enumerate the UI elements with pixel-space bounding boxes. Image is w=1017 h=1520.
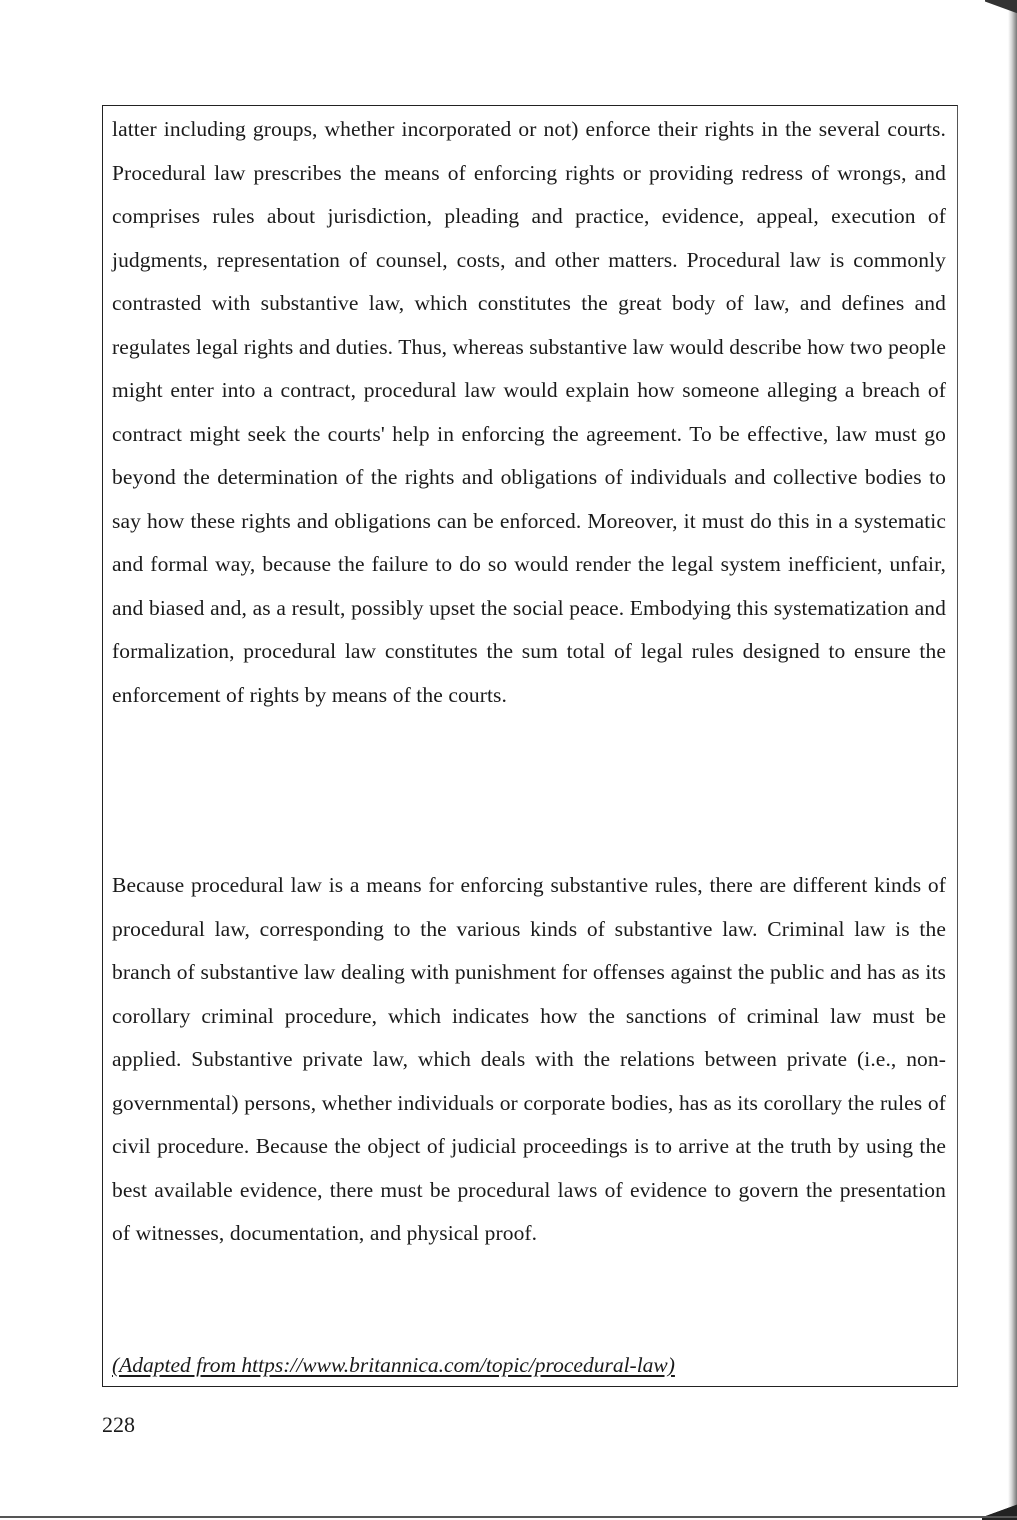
paragraph-procedural-law-definition: latter including groups, whether incorporated or not) enforce their rights in the several courts. Procedural law prescribes the means of enforcing rights or providing redress of wrongs, and comprises rules about jurisdiction, pleading and practice, evidence, appeal, execution of judgments, representation of counsel, costs, and other matters. Procedural law is commonly contrasted with substantive law, which constitutes the great body of law, and defines and regulates legal rights and duties. Thus, whereas substantive law would describe how two people might enter into a contract, procedural law would explain how someone alleging a breach of contract might seek the courts' help in enforcing the agreement. To be effective, law must go beyond the determination of the rights and obligations of individuals and collective bodies to say how these rights and obligations can be enforced. Moreover, it must do this in a systematic and formal way, because the failure to do so would render the legal system inefficient, unfair, and biased and, as a result, possibly upset the social peace. Embodying this systematization and formalization, procedural law constitutes the sum total of legal rules designed to ensure the enforcement of rights by means of the courts.	[112, 117, 946, 707]
scan-corner-mark-top	[985, 0, 1017, 40]
page-number: 228	[102, 1412, 135, 1437]
paragraph-kinds-of-procedural-law: Because procedural law is a means for enforcing substantive rules, there are different kinds of procedural law, corresponding to the various kinds of substantive law. Criminal law is the branch of substantive law dealing with punishment for offenses against the public and has as its corollary criminal procedure, which indicates how the sanctions of criminal law must be applied. Substantive private law, which deals with the relations between private (i.e., non-governmental) persons, whether individuals or corporate bodies, has as its corollary the rules of civil procedure. Because the object of judicial proceedings is to arrive at the truth by using the best available evidence, there must be procedural laws of evidence to govern the presentation of witnesses, documentation, and physical proof.	[112, 873, 946, 1245]
source-citation: (Adapted from https://www.britannica.com/topic/procedural-law)	[112, 1353, 675, 1377]
scan-bottom-edge	[0, 1516, 1017, 1518]
scan-shadow-edge	[1008, 0, 1017, 1520]
reading-passage-box	[102, 105, 958, 1387]
